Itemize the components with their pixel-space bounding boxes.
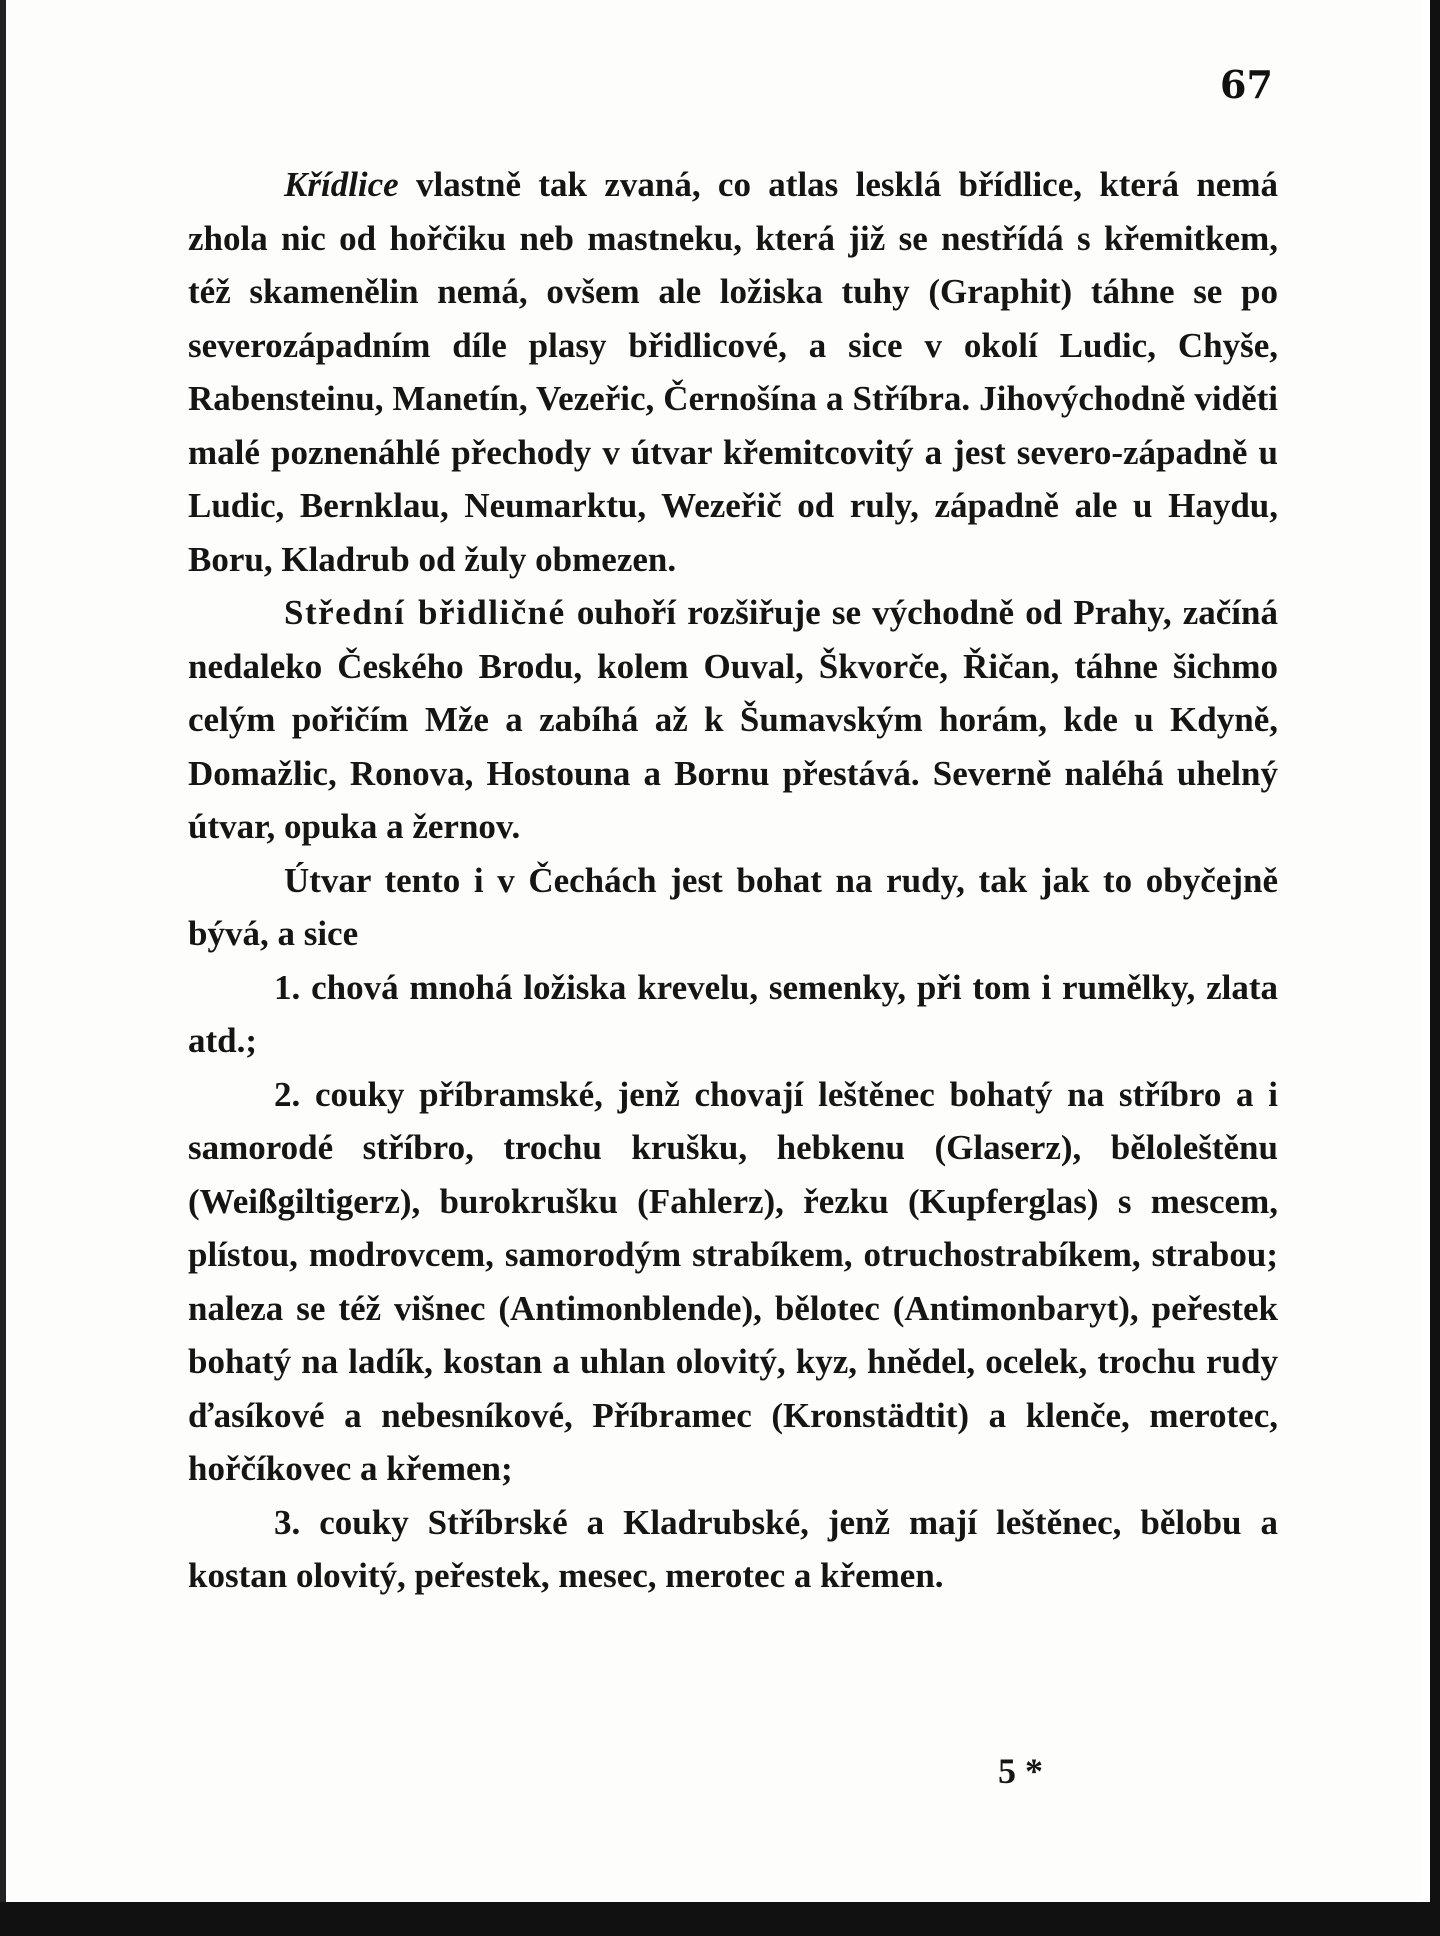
paragraph-text: vlastně tak zvaná, co atlas lesklá břídlice, která nemá zhola nic od hořčiku neb mastneku, která již se nestřídá s křemitkem, též skamenělin nemá, ovšem ale ložiska tuhy (Graphit) táhne se po severozápadním díle plasy břidlicové, a sice v okolí Ludic, Chyše, Rabensteinu, Manetín, Vezeřic, Černošína a Stříbra. Jihovýchodně viděti malé poznenáhlé přechody v útvar křemitcovitý a jest severo-západně u Ludic, Bernklau, Neumarktu, Wezeřič od ruly, západně ale u Haydu, Boru, Kladrub od žuly obmezen. bbox=[188, 165, 1278, 579]
page-number: 67 bbox=[1220, 62, 1273, 107]
paragraph-stredni bbox=[188, 586, 1278, 854]
list-item-text: 2. couky příbramské, jenž chovají leštěnec bohatý na stříbro a i samorodé stříbro, trochu krušku, hebkenu (Glaserz), běloleštěnu (Weißgiltigerz), burokrušku (Fahlerz), řezku (Kupferglas) s mescem, plístou, modrovcem, samorodým strabíkem, otruchostrabíkem, strabou; naleza se též višnec (Antimonblende), bělotec (Antimonbaryt), peřestek bohatý na ladík, kostan a uhlan olovitý, kyz, hnědel, ocelek, trochu rudy ďasíkové a nebesníkové, Příbramec (Kronstädtit) a klenče, merotec, hořčíkovec a křemen; bbox=[188, 1074, 1278, 1488]
scan-bottom-edge bbox=[0, 1902, 1440, 1936]
body-text bbox=[188, 158, 1278, 1603]
list-item-3 bbox=[188, 1496, 1278, 1603]
paragraph-lead-spaced: Střední břidličné bbox=[284, 593, 566, 632]
list-item-text: 3. couky Stříbrské a Kladrubské, jenž mají leštěnec, bělobu a kostan olovitý, peřestek, mesec, merotec a křemen. bbox=[188, 1502, 1278, 1595]
paragraph-text: Útvar tento i v Čechách jest bohat na rudy, tak jak to obyčejně bývá, a sice bbox=[188, 860, 1278, 953]
list-item-text: 1. chová mnohá ložiska krevelu, semenky, při tom i rumělky, zlata atd.; bbox=[188, 967, 1278, 1060]
list-item-2 bbox=[188, 1068, 1278, 1496]
scan-right-edge bbox=[1430, 0, 1440, 1936]
book-page bbox=[8, 0, 1422, 1900]
list-item-1 bbox=[188, 961, 1278, 1068]
signature-mark: 5 * bbox=[998, 1751, 1043, 1791]
paragraph-lead-italic: Křídlice bbox=[284, 165, 399, 204]
paragraph-utvar bbox=[188, 854, 1278, 961]
paragraph-text: ouhoří rozšiřuje se východně od Prahy, začíná nedaleko Českého Brodu, kolem Ouval, Škvorče, Řičan, táhne šichmo celým pořičím Mže a zabíhá až k Šumavským horám, kde u Kdyně, Domažlic, Ronova, Hostouna a Bornu přestává. Severně naléhá uhelný útvar, opuka a žernov. bbox=[188, 593, 1278, 846]
scan-left-edge bbox=[0, 0, 6, 1936]
paragraph-kridlice bbox=[188, 158, 1278, 586]
